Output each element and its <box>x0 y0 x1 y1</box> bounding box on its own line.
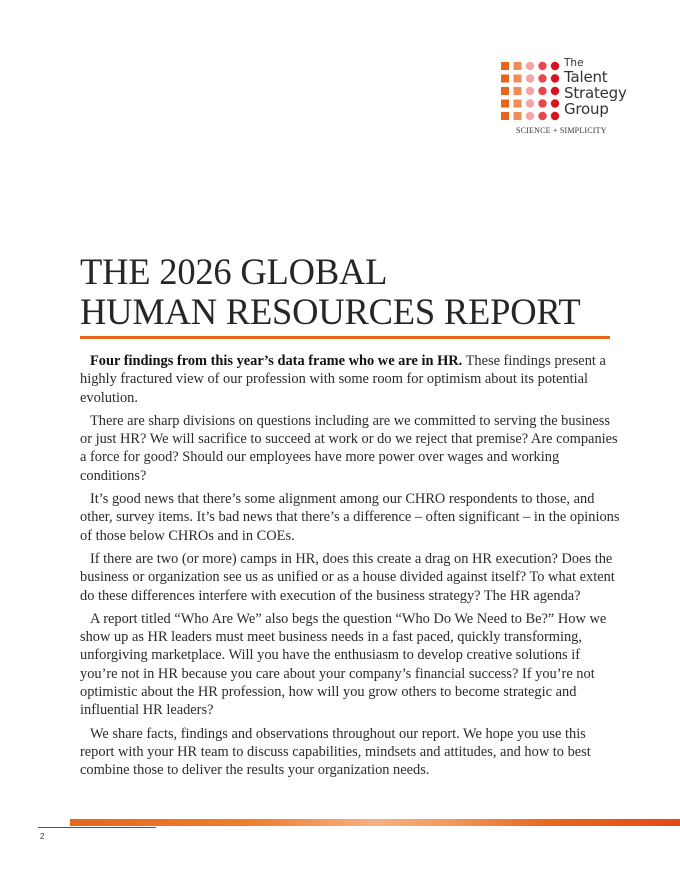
report-title-line-2: HUMAN RESOURCES REPORT <box>80 291 581 332</box>
logo-dot-grid-icon <box>500 61 562 121</box>
logo-mark <box>538 62 546 70</box>
logo-mark <box>514 62 522 70</box>
logo-mark <box>526 112 534 120</box>
footer-accent-bar <box>70 819 680 826</box>
paragraph-6: We share facts, findings and observations throughout our report. We hope you use this report with your HR team to discuss capabilities, mindsets and attitudes, and how to best combine those to deliver the results your organization needs. <box>80 725 591 779</box>
report-title-line-1: THE 2026 GLOBAL <box>80 251 388 292</box>
paragraph-5: A report titled “Who Are We” also begs the question “Who Do We Need to Be?” How we show up as HR leaders must meet business needs in a fast paced, quickly transforming, unforgiving marketplace. Will you have the enthusiasm to develop creative solutions if you’re not in HR because you care about your company’s financial success? If you’re not optimistic about the HR profession, how will you grow others to become strategic and influential HR leaders? <box>80 610 607 719</box>
logo-word-the: The <box>564 57 584 69</box>
logo-word-strategy: Strategy <box>564 84 627 102</box>
logo-mark <box>551 112 559 120</box>
logo-mark <box>526 62 534 70</box>
logo-mark <box>526 99 534 107</box>
logo-mark <box>514 87 522 95</box>
logo-mark <box>551 74 559 82</box>
logo-wordmark <box>564 58 627 117</box>
logo-mark <box>526 74 534 82</box>
logo-mark <box>501 75 509 83</box>
company-logo <box>500 58 640 140</box>
report-body <box>80 352 620 785</box>
logo-word-talent: Talent <box>564 68 608 86</box>
logo-mark <box>538 99 546 107</box>
logo-mark <box>538 112 546 120</box>
page-number: 2 <box>40 832 45 841</box>
logo-mark <box>551 87 559 95</box>
title-underline-rule <box>80 336 610 339</box>
logo-mark <box>501 62 509 70</box>
logo-mark <box>514 112 522 120</box>
paragraph-1 <box>80 352 620 407</box>
logo-mark <box>514 100 522 108</box>
paragraph-1-rest: These findings present a highly fractured view of our profession with some room for optimism about its potential evolution. <box>80 353 606 406</box>
logo-mark <box>551 62 559 70</box>
footer-divider <box>38 827 156 828</box>
logo-mark <box>501 87 509 95</box>
logo-tagline: SCIENCE + SIMPLICITY <box>516 126 607 135</box>
logo-mark <box>526 87 534 95</box>
logo-word-group: Group <box>564 100 609 118</box>
paragraph-4: If there are two (or more) camps in HR, does this create a drag on HR execution? Does the business or organization see us as unified or as a house divided against itself? To what extent do these differences interfere with execution of the business strategy? The HR agenda? <box>80 550 615 604</box>
logo-mark <box>538 74 546 82</box>
report-title <box>80 252 620 332</box>
logo-mark <box>501 112 509 120</box>
paragraph-2: There are sharp divisions on questions including are we committed to serving the business or just HR? We will sacrifice to succeed at work or do we reject that premise? Are companies a force for good? Should our employees have more power over wages and working conditions? <box>80 412 618 484</box>
paragraph-1-lead: Four findings from this year’s data frame who we are in HR. <box>90 353 463 369</box>
paragraph-3: It’s good news that there’s some alignment among our CHRO respondents to those, and other, survey items. It’s bad news that there’s a difference – often significant – in the opinions of those below CHROs and in COEs. <box>80 491 620 544</box>
logo-mark <box>501 100 509 108</box>
logo-mark <box>514 75 522 83</box>
logo-mark <box>551 99 559 107</box>
logo-mark <box>538 87 546 95</box>
